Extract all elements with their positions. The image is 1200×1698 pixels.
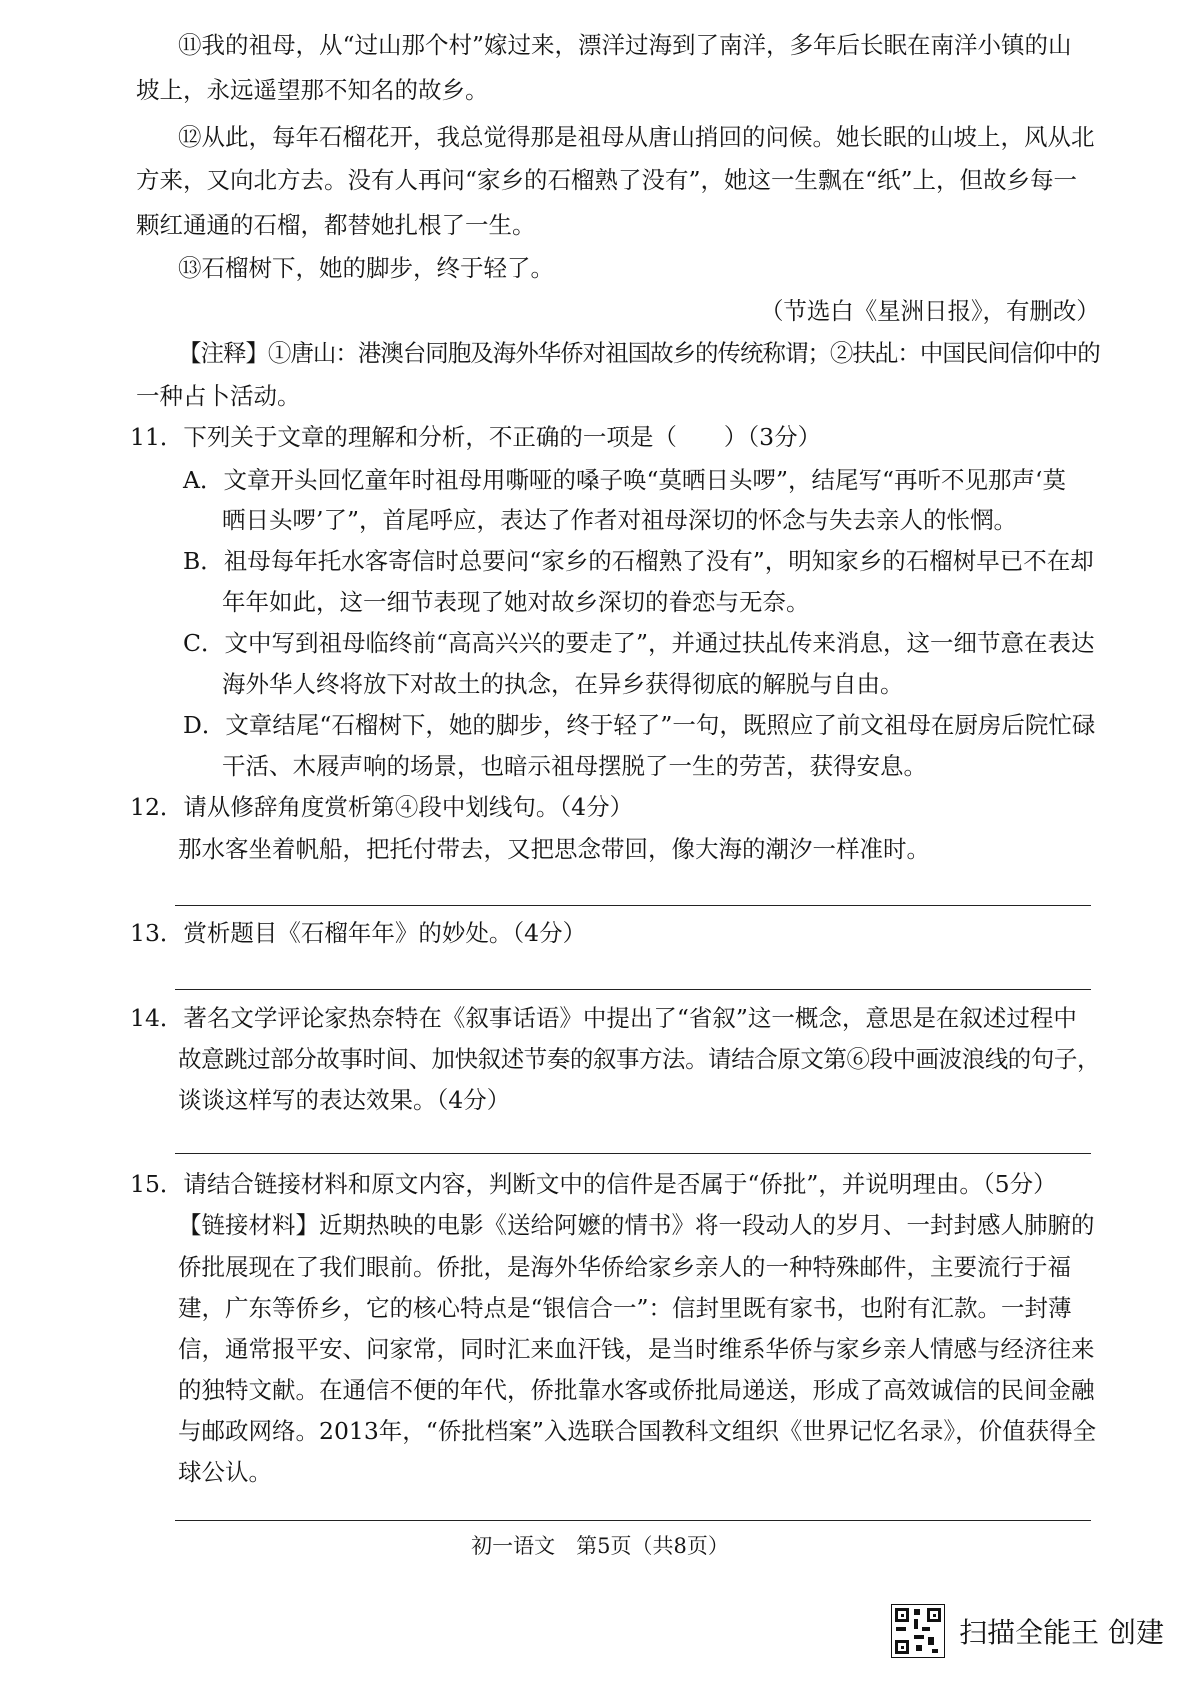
text-line: 14．著名文学评论家热奈特在《叙事话语》中提出了“省叙”这一概念，意思是在叙述过程中	[130, 1004, 1077, 1032]
answer-line	[175, 989, 1091, 990]
scanner-watermark	[891, 1604, 1164, 1658]
text-line: 坡上，永远遥望那不知名的故乡。	[136, 76, 489, 104]
text-line: 那水客坐着帆船，把托付带去，又把思念带回，像大海的潮汐一样准时。	[178, 835, 930, 863]
text-line: 颗红通通的石榴，都替她扎根了一生。	[136, 211, 536, 239]
text-line: 与邮政网络。2013年，“侨批档案”入选联合国教科文组织《世界记忆名录》，价值获得全	[178, 1417, 1097, 1445]
qr-code-icon	[891, 1604, 945, 1658]
text-line: 的独特文献。在通信不便的年代，侨批靠水客或侨批局递送，形成了高效诚信的民间金融	[178, 1376, 1095, 1404]
answer-line	[175, 1153, 1091, 1154]
text-line: 谈谈这样写的表达效果。（4分）	[178, 1086, 511, 1114]
text-line: 侨批展现在了我们眼前。侨批，是海外华侨给家乡亲人的一种特殊邮件，主要流行于福	[178, 1253, 1071, 1281]
page-footer: 初一语文 第5页（共8页）	[471, 1534, 729, 1558]
text-line: 方来，又向北方去。没有人再问“家乡的石榴熟了没有”，她这一生飘在“纸”上，但故乡每一	[136, 166, 1078, 194]
text-line: 12．请从修辞角度赏析第④段中划线句。（4分）	[130, 793, 634, 821]
answer-line	[175, 905, 1091, 906]
text-line: 干活、木屐声响的场景，也暗示祖母摆脱了一生的劳苦，获得安息。	[222, 752, 927, 780]
text-line: 11．下列关于文章的理解和分析，不正确的一项是（ ）（3分）	[130, 423, 822, 451]
text-line: 晒日头啰’了”，首尾呼应，表达了作者对祖母深切的怀念与失去亲人的怅惘。	[222, 506, 1017, 534]
text-line: 【注释】①唐山：港澳台同胞及海外华侨对祖国故乡的传统称谓；②扶乩：中国民间信仰中的	[178, 339, 1100, 367]
text-line: ⑫从此，每年石榴花开，我总觉得那是祖母从唐山捎回的问候。她长眠的山坡上，风从北	[178, 123, 1095, 151]
text-line: 一种占卜活动。	[136, 382, 301, 410]
text-line: 13．赏析题目《石榴年年》的妙处。（4分）	[130, 919, 587, 947]
text-line: B．祖母每年托水客寄信时总要问“家乡的石榴熟了没有”，明知家乡的石榴树早已不在却	[183, 547, 1094, 575]
text-line: 建，广东等侨乡，它的核心特点是“银信合一”：信封里既有家书，也附有汇款。一封薄	[178, 1294, 1072, 1322]
text-line: D．文章结尾“石榴树下，她的脚步，终于轻了”一句，既照应了前文祖母在厨房后院忙碌	[183, 711, 1096, 739]
text-line: 15．请结合链接材料和原文内容，判断文中的信件是否属于“侨批”，并说明理由。（5分）	[130, 1170, 1057, 1198]
answer-line	[175, 1520, 1091, 1521]
text-line: 球公认。	[178, 1458, 272, 1486]
watermark-text: 扫描全能王 创建	[959, 1616, 1164, 1649]
text-line: ⑬石榴树下，她的脚步，终于轻了。	[178, 254, 554, 282]
text-line: 年年如此，这一细节表现了她对故乡深切的眷恋与无奈。	[222, 588, 810, 616]
text-line: C．文中写到祖母临终前“高高兴兴的要走了”，并通过扶乩传来消息，这一细节意在表达	[183, 629, 1095, 657]
text-line: A．文章开头回忆童年时祖母用嘶哑的嗓子唤“莫晒日头啰”，结尾写“再听不见那声‘莫	[183, 466, 1066, 494]
text-line: ⑪我的祖母，从“过山那个村”嫁过来，漂洋过海到了南洋，多年后长眠在南洋小镇的山	[178, 31, 1072, 59]
text-line: 信，通常报平安、问家常，同时汇来血汗钱，是当时维系华侨与家乡亲人情感与经济往来	[178, 1335, 1095, 1363]
text-line: 故意跳过部分故事时间、加快叙述节奏的叙事方法。请结合原文第⑥段中画波浪线的句子，	[178, 1045, 1100, 1073]
text-line: 海外华人终将放下对故土的执念，在异乡获得彻底的解脱与自由。	[222, 670, 904, 698]
text-line: （节选白《星洲日报》，有删改）	[760, 297, 1100, 325]
text-line: 【链接材料】近期热映的电影《送给阿嬷的情书》将一段动人的岁月、一封封感人肺腑的	[178, 1211, 1095, 1239]
